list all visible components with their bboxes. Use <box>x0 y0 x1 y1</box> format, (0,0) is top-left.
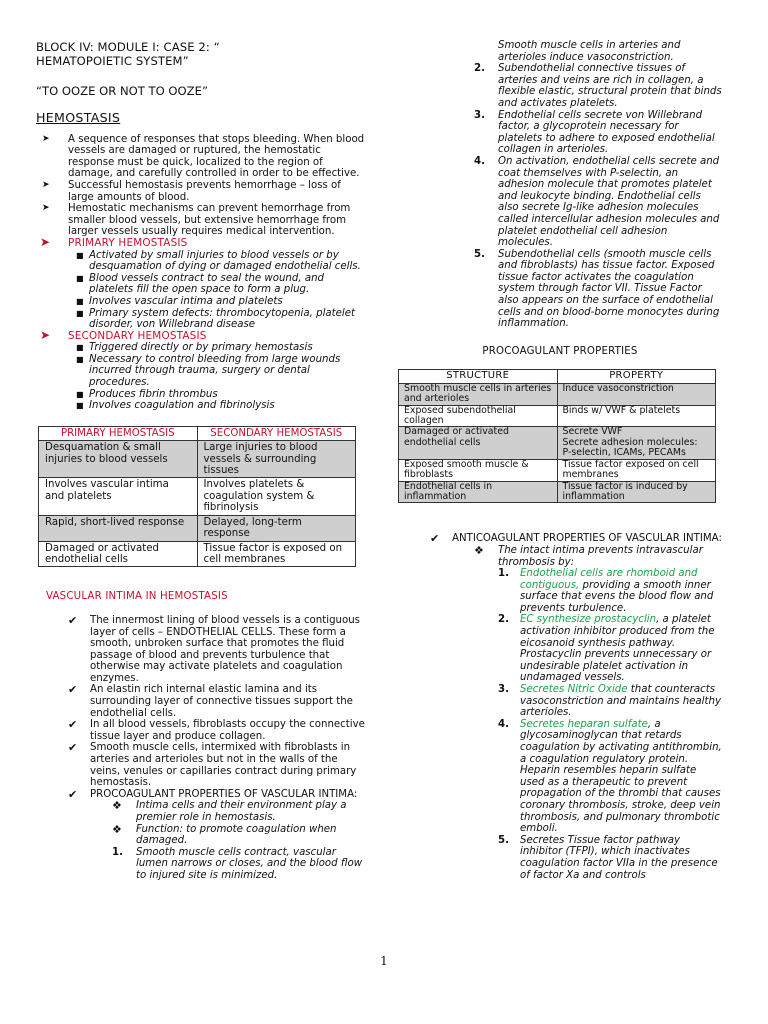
table-cell: Damaged or activated endothelial cells <box>39 541 198 567</box>
checkmark-icon: ✔ <box>68 683 78 697</box>
checkmark-icon: ✔ <box>68 787 78 801</box>
table-row <box>39 478 356 515</box>
table-header: STRUCTURE <box>399 370 558 383</box>
continued-text: Smooth muscle cells in arteries and arterioles induce vasoconstriction. <box>498 40 681 63</box>
arrow-bullet-icon: ➤ <box>42 179 50 190</box>
list-item: 1. Endothelial cells are rhomboid and contiguous, providing a smooth inner surface that evens the blood flow and prevents turbulence. <box>498 568 714 614</box>
list-item: 5. Secretes Tissue factor pathway inhibitor (TFPI), which inactivates coagulation factor VIIa in the presence of factor Xa and controls <box>498 834 718 881</box>
list-item: ✔ ANTICOAGULANT PROPERTIES OF VASCULAR INTIMA: <box>430 532 722 546</box>
table-cell: Endothelial cells in inflammation <box>399 481 558 503</box>
table-header-row <box>39 426 356 440</box>
left-column <box>36 40 366 882</box>
table-cell: Involves platelets & coagulation system & fibrinolysis <box>197 478 356 515</box>
section-heading-hemostasis: HEMOSTASIS <box>36 110 121 125</box>
list-item: ✔ An elastin rich internal elastic lamina and its surrounding layer of connective tissues support the endothelial cells. <box>68 683 353 719</box>
red-arrow-icon: ➤ <box>40 234 51 249</box>
diamond-bullet-icon: ❖ <box>474 543 484 557</box>
list-item: 1. Smooth muscle cells contract, vascular lumen narrows or closes, and the blood flow to injured site is minimized. <box>112 846 363 881</box>
list-item: ■ Blood vessels contract to seal the wound, and platelets fill the open space to form a plug. <box>76 272 324 296</box>
diamond-bullet-icon: ❖ <box>112 822 122 836</box>
list-item: ✔ PROCOAGULANT PROPERTIES OF VASCULAR INTIMA: <box>68 787 358 801</box>
table-row <box>399 427 716 459</box>
table-row <box>399 405 716 427</box>
list-item: ■ Involves coagulation and fibrinolysis <box>76 400 275 412</box>
table-cell: Exposed smooth muscle & fibroblasts <box>399 459 558 481</box>
list-item: ➤ A sequence of responses that stops bleeding. When blood vessels are damaged or ruptured, the hemostatic response must be quick, localized to the region of damage, and carefully controlled in order to be effective. <box>42 133 365 180</box>
primary-heading: ➤ PRIMARY HEMOSTASIS <box>40 234 188 249</box>
list-item: ■ Necessary to control bleeding from large wounds incurred through trauma, surgery or dental procedures. <box>76 353 341 389</box>
list-item: ✔ In all blood vessels, fibroblasts occupy the connective tissue layer and produce collagen. <box>68 718 365 742</box>
list-item: ■ Involves vascular intima and platelets <box>76 295 283 307</box>
anticoagulant-sub-list <box>398 545 722 568</box>
square-bullet-icon: ■ <box>76 343 84 353</box>
anticoagulant-list <box>398 533 722 545</box>
list-item: ❖ The intact intima prevents intravascular thrombosis by: <box>474 543 703 568</box>
list-item: ■ Triggered directly or by primary hemostasis <box>76 342 313 354</box>
square-bullet-icon: ■ <box>76 273 84 283</box>
table-cell: Delayed, long-term response <box>197 515 356 541</box>
square-bullet-icon: ■ <box>76 354 84 364</box>
table-cell: Involves vascular intima and platelets <box>39 478 198 515</box>
list-item: ■ Activated by small injuries to blood vessels or by desquamation of dying or damaged endothelial cells. <box>76 249 361 273</box>
doc-title-line2: HEMATOPOIETIC SYSTEM” <box>36 54 189 68</box>
vascular-sub-list <box>36 800 366 846</box>
list-item: 2. EC synthesize prostacyclin, a platelet activation inhibitor produced from the eicosanoid synthesis pathway. Prostacyclin prevents unnecessary or undesirable platelet activation in undamaged vessels. <box>498 614 715 684</box>
list-item: 2. Subendothelial connective tissues of arteries and veins are rich in collagen, a flexible elastic, structural protein that binds and activates platelets. <box>474 63 722 109</box>
vascular-numbered-list <box>36 847 366 882</box>
table-row <box>399 383 716 405</box>
arrow-bullet-icon: ➤ <box>42 133 50 144</box>
table-cell: Desquamation & small injuries to blood vessels <box>39 441 198 478</box>
list-item: 3. Secretes Nitric Oxide that counteracts vasoconstriction and maintains healthy arterioles. <box>498 684 721 719</box>
table-header-row <box>399 370 716 383</box>
square-bullet-icon: ■ <box>76 389 84 399</box>
doc-title-line1: BLOCK IV: MODULE I: CASE 2: “ <box>36 40 220 54</box>
procoagulant-properties-heading: PROCOAGULANT PROPERTIES <box>482 345 638 357</box>
square-bullet-icon: ■ <box>76 401 84 411</box>
table-cell: Smooth muscle cells in arteries and arterioles <box>399 383 558 405</box>
right-column <box>398 40 722 881</box>
list-item: 4. Secretes heparan sulfate, a glycosaminoglycan that retards coagulation by activating antithrombin, a coagulation regulatory protein. Heparin resembles heparin sulfate used as a therapeutic to prevent propagation of the thrombi that causes coronary thrombosis, stroke, deep vein thrombosis, and pulmonary thrombotic emboli. <box>498 718 722 835</box>
table-cell: Tissue factor is induced by inflammation <box>557 481 716 503</box>
table-row <box>39 441 356 478</box>
table-cell: Exposed subendothelial collagen <box>399 405 558 427</box>
list-item: ✔ Smooth muscle cells, intermixed with fibroblasts in arteries and arterioles but not in the walls of the veins, venules or capillaries contract during primary hemostasis. <box>68 741 357 789</box>
list-item: 5. Subendothelial cells (smooth muscle cells and fibroblasts) has tissue factor. Exposed tissue factor activates the coagulation system through factor VII. Tissue Factor also appears on the surface of endothelial cells and on blood-borne monocytes during inflammation. <box>474 248 720 330</box>
table-cell: Tissue factor exposed on cell membranes <box>557 459 716 481</box>
table-header: SECONDARY HEMOSTASIS <box>197 426 356 440</box>
list-item: 4. On activation, endothelial cells secrete and coat themselves with P-selectin, an adhesion molecule that promotes platelet and leukocyte binding. Endothelial cells also secrete Ig-like adhesion molecules called intercellular adhesion molecules and platelet endothelial cell adhesion molecules. <box>474 155 720 249</box>
procoagulant-numbered-list <box>398 63 722 330</box>
square-bullet-icon: ■ <box>76 250 84 260</box>
table-row <box>399 481 716 503</box>
checkmark-icon: ✔ <box>430 532 440 546</box>
square-bullet-icon: ■ <box>76 296 84 306</box>
table-cell: Tissue factor is exposed on cell membranes <box>197 541 356 567</box>
diamond-bullet-icon: ❖ <box>112 799 122 813</box>
checkmark-icon: ✔ <box>68 613 78 627</box>
table-row <box>399 459 716 481</box>
table-cell: Rapid, short-lived response <box>39 515 198 541</box>
table-row <box>39 541 356 567</box>
table-cell: Damaged or activated endothelial cells <box>399 427 558 459</box>
table-cell: Large injuries to blood vessels & surrounding tissues <box>197 441 356 478</box>
primary-list <box>36 250 366 331</box>
intro-list <box>36 134 366 238</box>
list-item: ➤ Hemostatic mechanisms can prevent hemorrhage from smaller blood vessels, but extensive hemorrhage from larger vessels usually requires medical intervention. <box>42 203 351 238</box>
secondary-list <box>36 342 366 412</box>
list-item: ❖ Intima cells and their environment play a premier role in hemostasis. <box>112 799 347 823</box>
table-cell: Binds w/ VWF & platelets <box>557 405 716 427</box>
list-item: ■ Produces fibrin thrombus <box>76 388 218 400</box>
secondary-heading: ➤ SECONDARY HEMOSTASIS <box>40 327 207 342</box>
list-item: 3. Endothelial cells secrete von Willebrand factor, a glycoprotein necessary for platelets to adhere to exposed endothelial collagen in arterioles. <box>474 109 715 156</box>
table-cell: Induce vasoconstriction <box>557 383 716 405</box>
vascular-list <box>36 615 366 801</box>
table-row <box>39 515 356 541</box>
table-header: PRIMARY HEMOSTASIS <box>39 426 198 440</box>
square-bullet-icon: ■ <box>76 308 84 318</box>
hemostasis-comparison-table <box>38 426 356 567</box>
list-item: ✔ The innermost lining of blood vessels is a contiguous layer of cells – ENDOTHELIAL CELLS. These form a smooth, unbroken surface that promotes the fluid passage of blood and prevents turbulence that otherwise may activate platelets and coagulation enzymes. <box>68 613 360 684</box>
vascular-intima-heading: VASCULAR INTIMA IN HEMOSTASIS <box>46 591 228 603</box>
red-arrow-icon: ➤ <box>40 327 51 342</box>
arrow-bullet-icon: ➤ <box>42 203 50 214</box>
procoagulant-table <box>398 369 716 503</box>
checkmark-icon: ✔ <box>68 718 78 732</box>
checkmark-icon: ✔ <box>68 741 78 755</box>
list-item: ■ Primary system defects: thrombocytopenia, platelet disorder, von Willebrand disease <box>76 307 356 331</box>
list-item: ❖ Function: to promote coagulation when damaged. <box>112 822 337 847</box>
anticoagulant-numbered-list <box>398 568 722 881</box>
table-cell: Secrete VWF Secrete adhesion molecules: P-selectin, ICAMs, PECAMs <box>557 427 716 459</box>
table-header: PROPERTY <box>557 370 716 383</box>
doc-subtitle: “TO OOZE OR NOT TO OOZE” <box>36 84 208 98</box>
list-item: ➤ Successful hemostasis prevents hemorrhage – loss of large amounts of blood. <box>42 179 341 203</box>
page-number: 1 <box>380 954 388 968</box>
